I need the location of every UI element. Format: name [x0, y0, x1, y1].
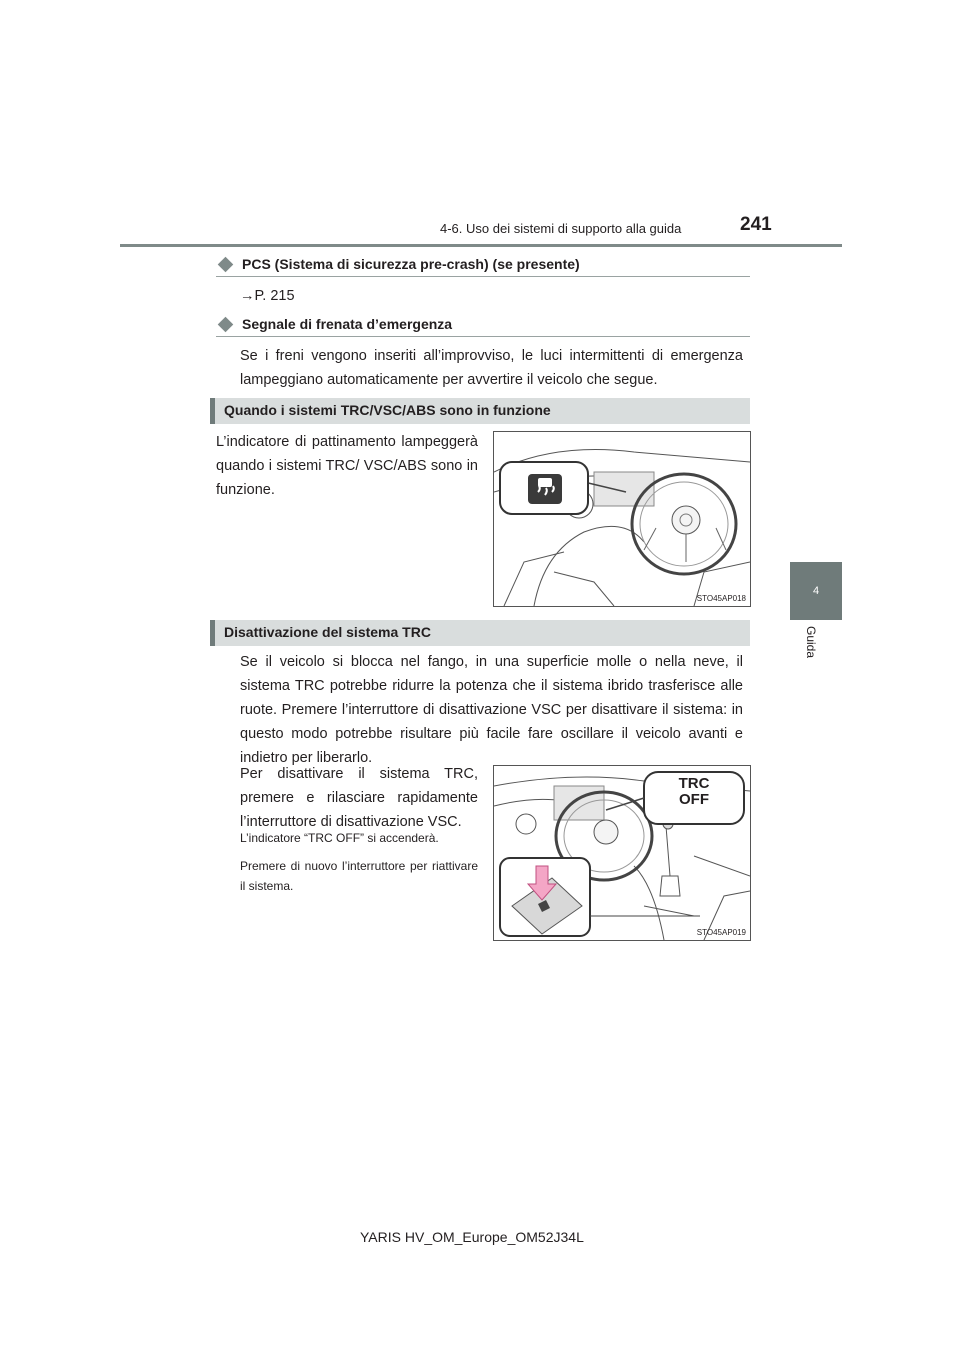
diamond-icon: [218, 316, 234, 332]
chapter-label: Guida: [804, 626, 818, 659]
figure-code: STO45AP018: [696, 594, 746, 603]
pcs-heading: [216, 256, 580, 272]
trc-off-note-2: Premere di nuovo l’interruttore per riattivare il sistema.: [240, 859, 478, 893]
section-heading-trc-vsc-abs: [210, 398, 750, 424]
figure-vsc-off-switch: [493, 765, 751, 941]
pcs-title: PCS (Sistema di sicurezza pre-crash) (se presente): [242, 256, 580, 272]
section-title: Disattivazione del sistema TRC: [224, 624, 431, 640]
pcs-reference-link[interactable]: →P. 215: [240, 288, 295, 304]
figure-slip-indicator: [493, 431, 751, 607]
emergency-brake-rule: [216, 336, 750, 337]
diamond-icon: [218, 256, 234, 272]
trc-off-instruction-text: Per disattivare il sistema TRC, premere e rilasciare rapidamente l’interruttore di disattivazione VSC.: [240, 766, 478, 830]
header-rule: [120, 244, 842, 247]
trc-off-label: TRC OFF: [678, 775, 710, 808]
section-heading-trc-off: [210, 620, 750, 646]
section-title: Quando i sistemi TRC/VSC/ABS sono in funzione: [224, 402, 551, 418]
footer-document-id: YARIS HV_OM_Europe_OM52J34L: [360, 1229, 584, 1245]
dashboard-illustration: [494, 432, 750, 606]
slip-indicator-text: L’indicatore di pattinamento lampeggerà quando i sistemi TRC/ VSC/ABS sono in funzione.: [216, 434, 478, 498]
emergency-brake-text: Se i freni vengono inseriti all’improvviso, le luci intermittenti di emergenza lampeggiano automaticamente per avvertire il veicolo che segue.: [240, 348, 743, 388]
figure-code: STO45AP019: [696, 928, 746, 937]
trc-off-note-1: L’indicatore “TRC OFF” si accenderà.: [240, 831, 439, 845]
slip-indicator-icon: [528, 474, 562, 504]
trc-off-intro-text: Se il veicolo si blocca nel fango, in una superficie molle o nella neve, il sistema TRC potrebbe ridurre la potenza che il sistema ibrido trasferisce alle ruote. Premere l’interruttore di disattivazione VSC per disattivare il sistema: in questo modo potrebbe risultare più facile fare oscillare il veicolo avanti e indietro per liberarlo.: [240, 654, 743, 766]
chapter-tab[interactable]: 4: [790, 562, 842, 620]
page-number: 241: [740, 214, 772, 235]
pcs-rule: [216, 276, 750, 277]
emergency-brake-heading: [216, 316, 452, 332]
header-section-title: 4-6. Uso dei sistemi di supporto alla guida: [440, 221, 682, 236]
emergency-brake-title: Segnale di frenata d’emergenza: [242, 316, 453, 332]
